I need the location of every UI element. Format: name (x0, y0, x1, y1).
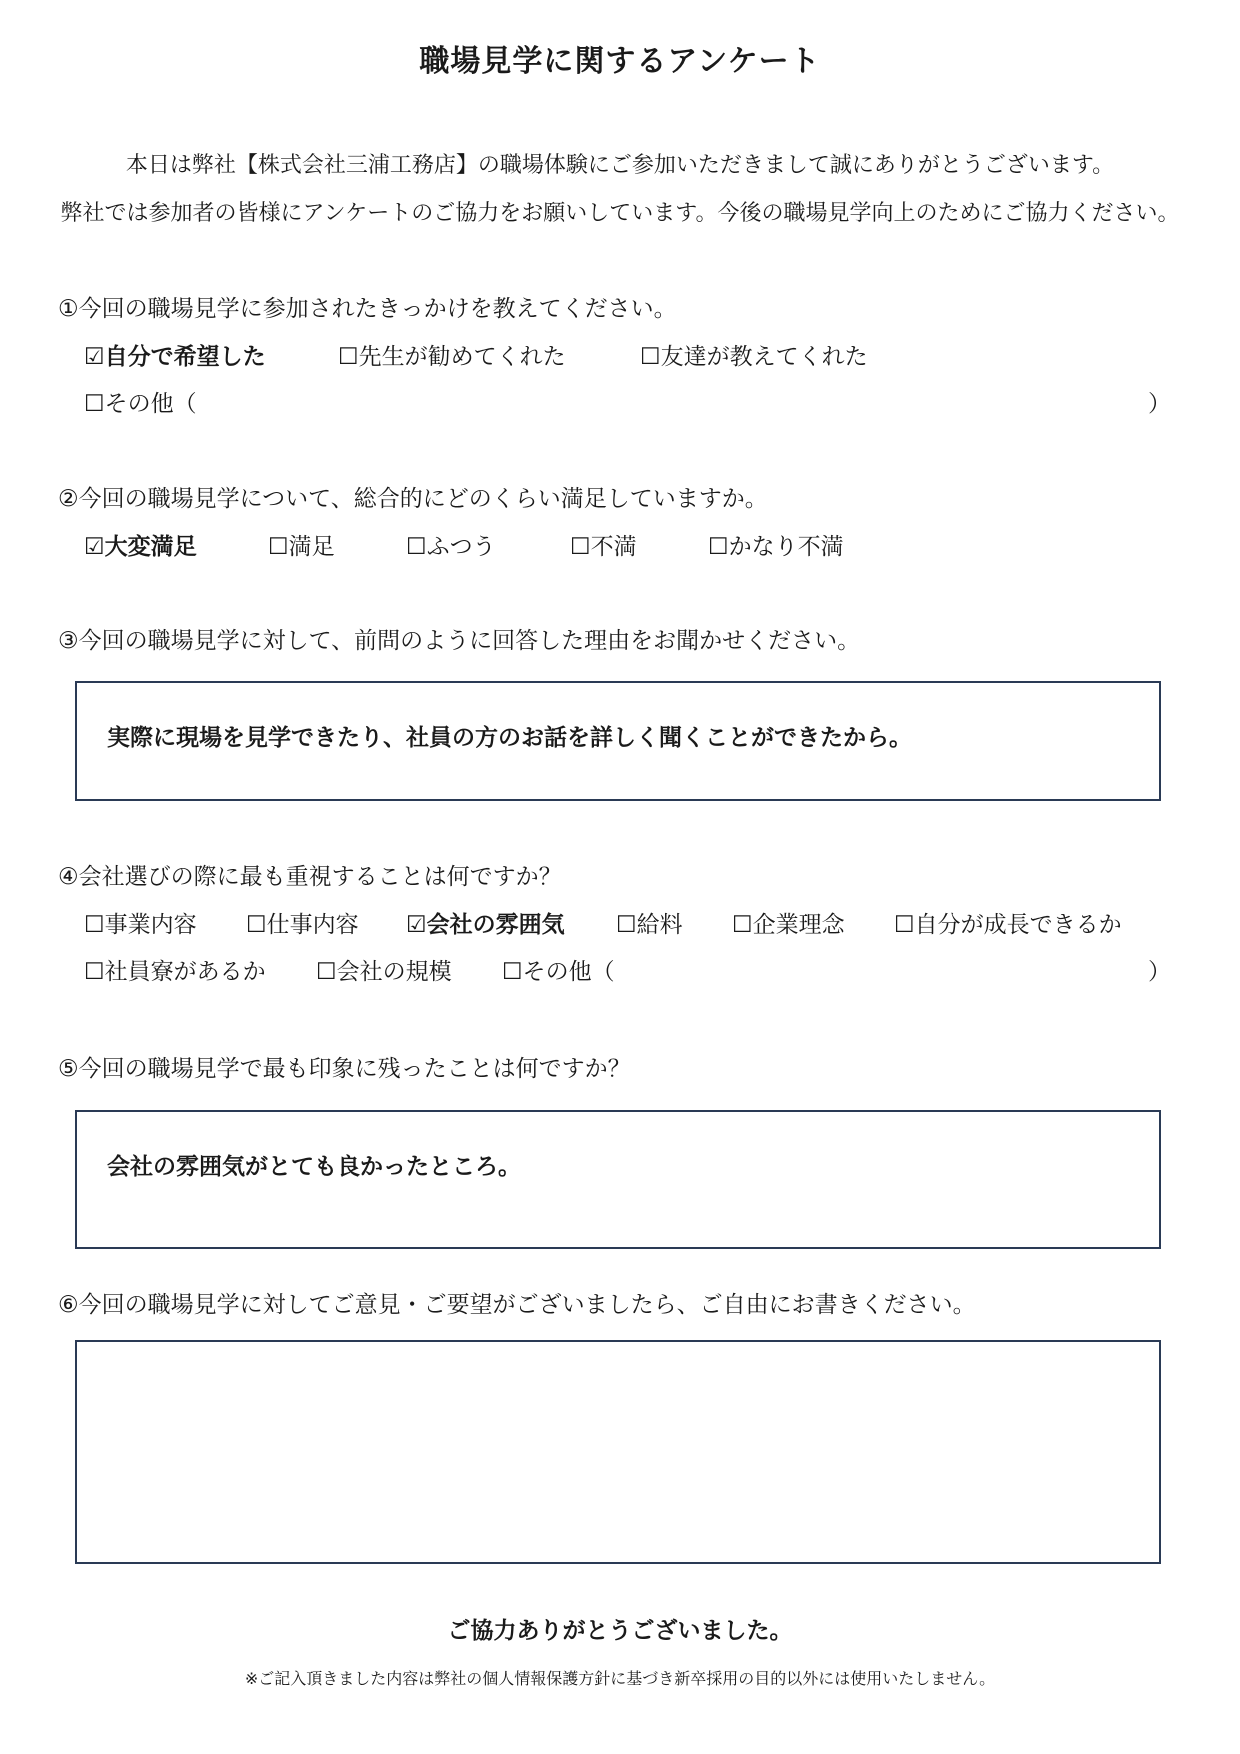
q6-answer-box[interactable] (75, 1340, 1161, 1564)
question-1: ①今回の職場見学に参加されたきっかけを教えてください。 (58, 296, 677, 322)
q3-answer-text: 実際に現場を見学できたり、社員の方のお話を詳しく聞くことができたから。 (107, 725, 912, 751)
q5-answer-text: 会社の雰囲気がとても良かったところ。 (107, 1154, 521, 1180)
q1-option-self-wish[interactable]: ☑自分で希望した (84, 344, 266, 370)
q2-option-very-satisfied[interactable]: ☑大変満足 (84, 534, 197, 560)
page-title: 職場見学に関するアンケート (419, 44, 821, 79)
question-3: ③今回の職場見学に対して、前問のように回答した理由をお聞かせください。 (58, 628, 861, 654)
intro-line-2: 弊社では参加者の皆様にアンケートのご協力をお願いしています。今後の職場見学向上のためにご協力ください。 (60, 201, 1180, 226)
question-6: ⑥今回の職場見学に対してご意見・ご要望がございましたら、ご自由にお書きください。 (58, 1292, 976, 1318)
q4-other-close-paren: ） (1148, 959, 1171, 985)
q2-option-satisfied[interactable]: ☐満足 (268, 534, 335, 560)
question-5: ⑤今回の職場見学で最も印象に残ったことは何ですか？ (58, 1056, 631, 1082)
q4-option-dormitory[interactable]: ☐社員寮があるか (84, 959, 266, 985)
intro-line-1: 本日は弊社【株式会社三浦工務店】の職場体験にご参加いただきまして誠にありがとうございます。 (125, 153, 1115, 178)
q4-option-atmosphere[interactable]: ☑会社の雰囲気 (406, 912, 565, 938)
q1-other-close-paren: ） (1148, 391, 1171, 417)
q4-option-salary[interactable]: ☐給料 (616, 912, 683, 938)
question-4: ④会社選びの際に最も重視することは何ですか？ (58, 864, 562, 890)
q1-option-other[interactable]: ☐その他（ (84, 391, 197, 417)
q4-option-company-size[interactable]: ☐会社の規模 (316, 959, 452, 985)
q2-option-very-dissatisfied[interactable]: ☐かなり不満 (708, 534, 844, 560)
q1-option-teacher[interactable]: ☐先生が勧めてくれた (338, 344, 566, 370)
q2-option-dissatisfied[interactable]: ☐不満 (570, 534, 637, 560)
q4-option-business[interactable]: ☐事業内容 (84, 912, 197, 938)
q4-option-growth[interactable]: ☐自分が成長できるか (894, 912, 1122, 938)
q4-option-job-content[interactable]: ☐仕事内容 (246, 912, 359, 938)
q3-answer-box[interactable] (75, 681, 1161, 801)
q5-answer-box[interactable] (75, 1110, 1161, 1249)
q4-option-philosophy[interactable]: ☐企業理念 (732, 912, 845, 938)
q4-option-other[interactable]: ☐その他（ (502, 959, 615, 985)
privacy-note: ※ご記入頂きました内容は弊社の個人情報保護方針に基づき新卒採用の目的以外には使用いたしません。 (244, 1669, 996, 1688)
q2-option-neutral[interactable]: ☐ふつう (406, 534, 496, 560)
closing-message: ご協力ありがとうございました。 (447, 1618, 793, 1644)
q1-option-friend[interactable]: ☐友達が教えてくれた (640, 344, 868, 370)
question-2: ②今回の職場見学について、総合的にどのくらい満足していますか。 (58, 486, 768, 512)
